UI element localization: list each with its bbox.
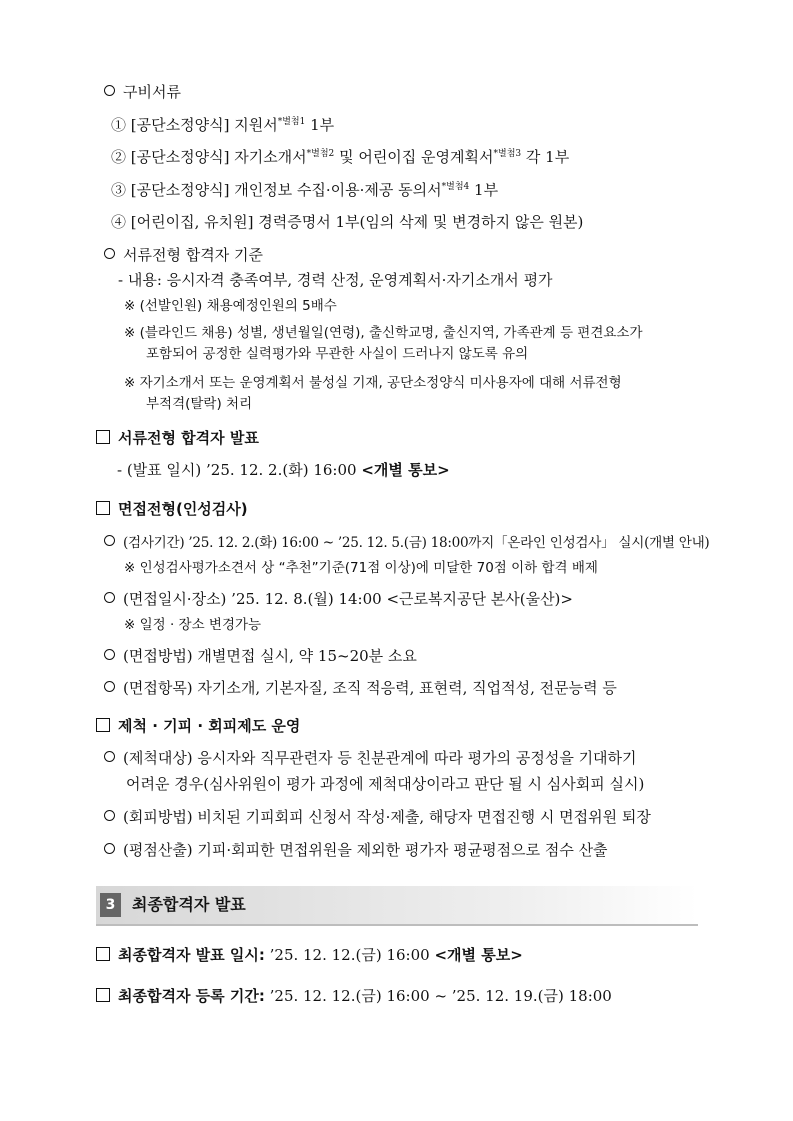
interview-item-4: (면접항목) 자기소개, 기본자질, 조직 적응력, 표현력, 직업적성, 전문능력 등 bbox=[104, 678, 617, 698]
circle-bullet-icon bbox=[104, 248, 115, 259]
recusal-item-1: (제척대상) 응시자와 직무관련자 등 친분관계에 따라 평가의 공정성을 기대하기 bbox=[104, 748, 637, 768]
screening-note-3: ※ 자기소개서 또는 운영계획서 불성실 기재, 공단소정양식 미사용자에 대해 서류전형 bbox=[124, 375, 622, 391]
recusal-item-1-cont: 어려운 경우(심사위원이 평가 과정에 제척대상이라고 판단 될 시 심사회피 실시) bbox=[126, 775, 645, 793]
final-register: 최종합격자 등록 기간: ’25. 12. 12.(금) 16:00 ~ ’25. 12. 19.(금) 18:00 bbox=[96, 986, 612, 1006]
square-bullet-icon bbox=[96, 718, 110, 732]
interview-item-1: (검사기간) ’25. 12. 2.(화) 16:00 ~ ’25. 12. 5.(금) 18:00까지「온라인 인성검사」 실시(개별 안내) bbox=[104, 533, 709, 553]
circle-bullet-icon bbox=[104, 649, 115, 660]
screening-heading: 서류전형 합격자 기준 bbox=[104, 245, 263, 265]
docs-heading: 구비서류 bbox=[104, 82, 181, 102]
docs-item-4: ④ [어린이집, 유치원] 경력증명서 1부(임의 삭제 및 변경하지 않은 원본) bbox=[111, 213, 584, 231]
square-bullet-icon bbox=[96, 947, 110, 961]
circle-bullet-icon bbox=[104, 535, 115, 546]
circle-bullet-icon bbox=[104, 85, 115, 96]
section-number: 3 bbox=[100, 893, 121, 917]
recusal-item-2: (회피방법) 비치된 기피회피 신청서 작성·제출, 해당자 면접진행 시 면접위원 퇴장 bbox=[104, 807, 651, 827]
screening-note-1: ※ (선발인원) 채용예정인원의 5배수 bbox=[124, 298, 337, 314]
interview-item-3: (면접방법) 개별면접 실시, 약 15~20분 소요 bbox=[104, 646, 417, 666]
circle-bullet-icon bbox=[104, 751, 115, 762]
interview-note-2: ※ 일정 · 장소 변경가능 bbox=[124, 617, 262, 633]
docs-item-2: ② [공단소정양식] 자기소개서$^{*별첨2}$ 및 어린이집 운영계획서$^{*별첨3}$ 각 1부 bbox=[111, 148, 570, 166]
screening-note-2: ※ (블라인드 채용) 성별, 생년월일(연령), 출신학교명, 출신지역, 가족관계 등 편견요소가 bbox=[124, 325, 643, 341]
announce-heading: 서류전형 합격자 발표 bbox=[96, 428, 259, 448]
section-title: 최종합격자 발표 bbox=[132, 895, 246, 914]
section-3-header bbox=[96, 886, 698, 926]
circle-bullet-icon bbox=[104, 681, 115, 692]
recusal-item-3: (평점산출) 기피·회피한 면접위원을 제외한 평가자 평균평점으로 점수 산출 bbox=[104, 840, 608, 860]
circle-bullet-icon bbox=[104, 843, 115, 854]
square-bullet-icon bbox=[96, 430, 110, 444]
screening-content: - 내용: 응시자격 충족여부, 경력 산정, 운영계획서·자기소개서 평가 bbox=[118, 271, 553, 289]
interview-heading: 면접전형(인성검사) bbox=[96, 499, 248, 519]
announce-line: - (발표 일시) ’25. 12. 2.(화) 16:00 <개별 통보> bbox=[117, 461, 450, 479]
circle-bullet-icon bbox=[104, 810, 115, 821]
interview-note-1: ※ 인성검사평가소견서 상 “추천”기준(71점 이상)에 미달한 70점 이하 합격 배제 bbox=[124, 560, 598, 576]
interview-item-2: (면접일시·장소) ’25. 12. 8.(월) 14:00 <근로복지공단 본사(울산)> bbox=[104, 589, 573, 609]
screening-note-3-cont: 부적격(탈락) 처리 bbox=[146, 396, 253, 412]
square-bullet-icon bbox=[96, 988, 110, 1002]
docs-item-3: ③ [공단소정양식] 개인정보 수집·이용·제공 동의서$^{*별첨4}$ 1부 bbox=[111, 181, 499, 199]
circle-bullet-icon bbox=[104, 592, 115, 603]
final-announce: 최종합격자 발표 일시: ’25. 12. 12.(금) 16:00 <개별 통보> bbox=[96, 945, 523, 965]
docs-item-1: ① [공단소정양식] 지원서$^{*별첨1}$ 1부 bbox=[111, 116, 335, 134]
recusal-heading: 제척 · 기피 · 회피제도 운영 bbox=[96, 716, 300, 736]
screening-note-2-cont: 포함되어 공정한 실력평가와 무관한 사실이 드러나지 않도록 유의 bbox=[146, 346, 529, 362]
square-bullet-icon bbox=[96, 501, 110, 515]
